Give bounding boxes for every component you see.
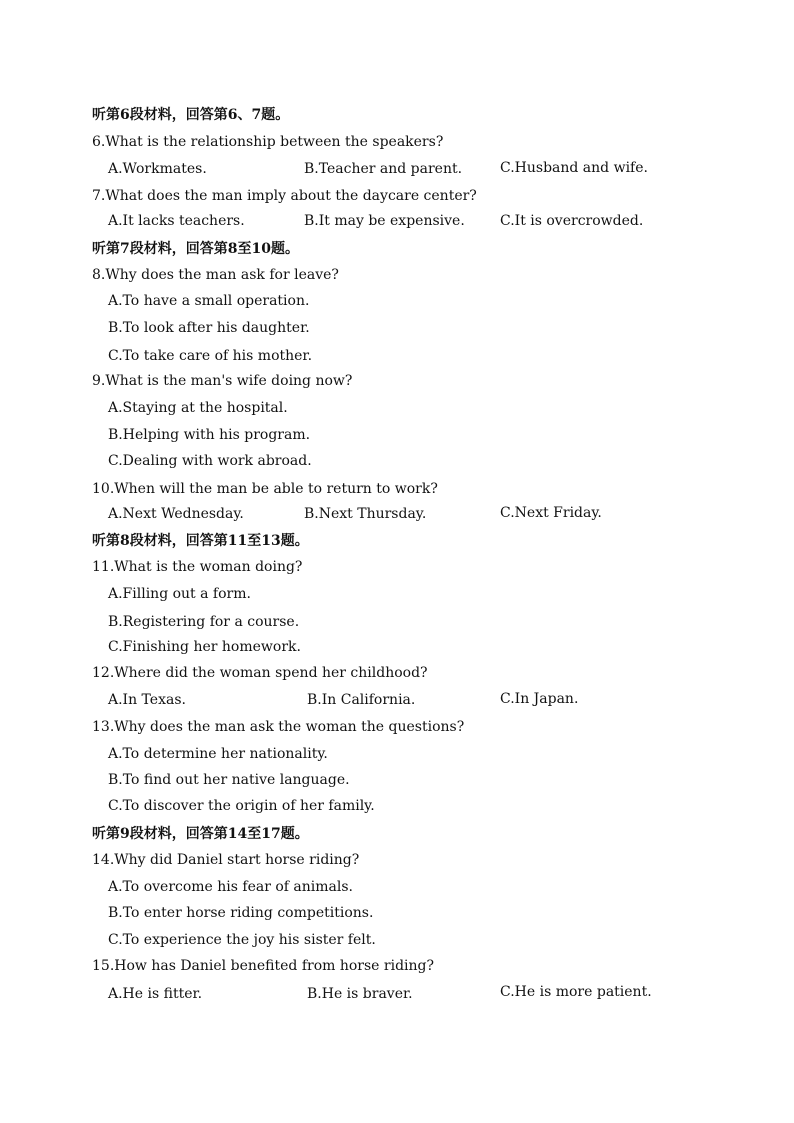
section-heading-6: 听第6段材料，回答第6、7题。: [92, 107, 290, 123]
question-7: 7.What does the man imply about the daycare center?: [92, 188, 477, 204]
q6-option-a: A.Workmates.: [108, 161, 207, 177]
q12-option-c: C.In Japan.: [500, 691, 579, 707]
q15-option-a: A.He is fitter.: [108, 986, 203, 1002]
q10-option-a: A.Next Wednesday.: [108, 506, 244, 522]
q13-option-b: B.To find out her native language.: [108, 772, 350, 788]
q12-option-a: A.In Texas.: [108, 692, 186, 708]
q12-option-b: B.In California.: [307, 692, 416, 708]
section-heading-8: 听第8段材料，回答第11至13题。: [92, 533, 309, 549]
question-13: 13.Why does the man ask the woman the questions?: [92, 719, 465, 735]
q7-option-c: C.It is overcrowded.: [500, 213, 644, 229]
question-10: 10.When will the man be able to return to work?: [92, 481, 438, 497]
q15-option-b: B.He is braver.: [307, 986, 413, 1002]
question-9: 9.What is the man's wife doing now?: [92, 373, 353, 389]
q9-option-a: A.Staying at the hospital.: [108, 400, 288, 416]
q9-option-b: B.Helping with his program.: [108, 427, 311, 443]
question-6: 6.What is the relationship between the speakers?: [92, 134, 444, 150]
q6-option-b: B.Teacher and parent.: [304, 161, 463, 177]
q13-option-c: C.To discover the origin of her family.: [108, 798, 375, 814]
question-14: 14.Why did Daniel start horse riding?: [92, 852, 360, 868]
q7-option-a: A.It lacks teachers.: [108, 213, 245, 229]
question-15: 15.How has Daniel benefited from horse riding?: [92, 958, 435, 974]
section-heading-7: 听第7段材料，回答第8至10题。: [92, 241, 299, 257]
q8-option-c: C.To take care of his mother.: [108, 348, 313, 364]
q11-option-b: B.Registering for a course.: [108, 614, 300, 630]
q6-option-c: C.Husband and wife.: [500, 160, 648, 176]
q14-option-b: B.To enter horse riding competitions.: [108, 905, 374, 921]
section-heading-9: 听第9段材料，回答第14至17题。: [92, 826, 309, 842]
q14-option-a: A.To overcome his fear of animals.: [108, 879, 354, 895]
q9-option-c: C.Dealing with work abroad.: [108, 453, 312, 469]
q11-option-c: C.Finishing her homework.: [108, 639, 301, 655]
question-8: 8.Why does the man ask for leave?: [92, 267, 339, 283]
q15-option-c: C.He is more patient.: [500, 984, 652, 1000]
q11-option-a: A.Filling out a form.: [108, 586, 251, 602]
q10-option-b: B.Next Thursday.: [304, 506, 427, 522]
q7-option-b: B.It may be expensive.: [304, 213, 465, 229]
q8-option-b: B.To look after his daughter.: [108, 320, 310, 336]
question-11: 11.What is the woman doing?: [92, 559, 303, 575]
q13-option-a: A.To determine her nationality.: [108, 746, 328, 762]
q14-option-c: C.To experience the joy his sister felt.: [108, 932, 376, 948]
q10-option-c: C.Next Friday.: [500, 505, 602, 521]
q8-option-a: A.To have a small operation.: [108, 293, 310, 309]
question-12: 12.Where did the woman spend her childhood?: [92, 665, 428, 681]
